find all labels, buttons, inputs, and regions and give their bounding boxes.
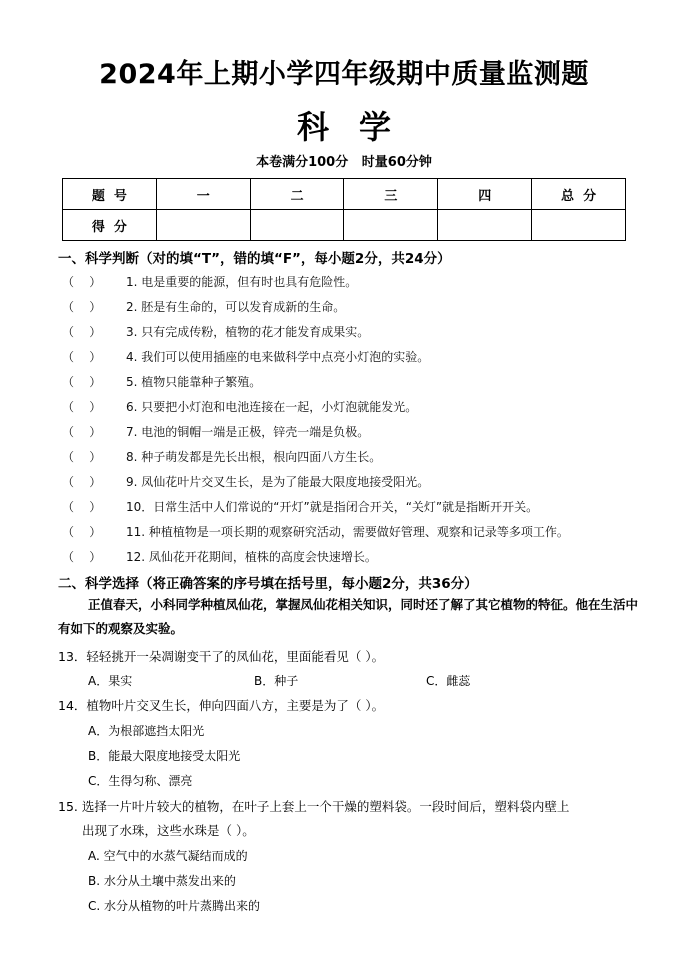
- judge-text: 2. 胚是有生命的，可以发育成新的生命。: [126, 300, 346, 314]
- judge-item: [62, 473, 429, 490]
- score-cell-3: 三: [344, 179, 438, 210]
- answer-blank[interactable]: （ ）: [62, 325, 102, 339]
- judge-text: 5. 植物只能靠种子繁殖。: [126, 375, 262, 389]
- exam-title: 2024年上期小学四年级期中质量监测题: [99, 59, 589, 90]
- answer-blank[interactable]: （ ）: [62, 550, 102, 564]
- judge-text: 7. 电池的铜帽一端是正极，锌壳一端是负极。: [126, 425, 370, 439]
- q15-option-b[interactable]: B. 水分从土壤中蒸发出来的: [88, 874, 236, 888]
- score-cell-label: 题 号: [63, 179, 157, 210]
- question-13-stem: 13．轻轻挑开一朵凋谢变干了的凤仙花，里面能看见（ ）。: [58, 649, 385, 664]
- question-15-stem-line1: 15. 选择一片叶片较大的植物，在叶子上套上一个干燥的塑料袋。一段时间后，塑料袋内壁上: [58, 799, 570, 814]
- judge-text: 11. 种植植物是一项长期的观察研究活动，需要做好管理、观察和记录等多项工作。: [126, 525, 569, 539]
- judge-item: [62, 423, 369, 440]
- judge-item: [62, 548, 377, 565]
- judge-text: 6. 只要把小灯泡和电池连接在一起，小灯泡就能发光。: [126, 400, 418, 414]
- q15-option-a[interactable]: A. 空气中的水蒸气凝结而成的: [88, 849, 248, 863]
- score-input-total[interactable]: [532, 210, 626, 241]
- judge-text: 12. 凤仙花开花期间，植株的高度会快速增长。: [126, 550, 377, 564]
- q14-option-c[interactable]: C．生得匀称、漂亮: [88, 774, 193, 788]
- judge-text: 3. 只有完成传粉，植物的花才能发育成果实。: [126, 325, 370, 339]
- q14-option-b[interactable]: B．能最大限度地接受太阳光: [88, 749, 241, 763]
- judge-item: [62, 298, 345, 315]
- subject-title: 科学: [296, 108, 421, 146]
- answer-blank[interactable]: （ ）: [62, 475, 102, 489]
- judge-item: [62, 448, 381, 465]
- question-14-stem: 14．植物叶片交叉生长，伸向四面八方，主要是为了（ ）。: [58, 698, 385, 713]
- q15-option-c[interactable]: C. 水分从植物的叶片蒸腾出来的: [88, 899, 261, 913]
- question-15-stem-line2: 出现了水珠，这些水珠是（ ）。: [82, 823, 255, 838]
- section2-intro: 正值春天，小科同学种植凤仙花，掌握凤仙花相关知识，同时还了解了其它植物的特征。他在生活中有如下的观察及实验。: [58, 597, 639, 636]
- section2-heading: [58, 572, 478, 592]
- score-table: [62, 178, 626, 241]
- q13-option-a[interactable]: A．果实: [88, 674, 133, 688]
- answer-blank[interactable]: （ ）: [62, 425, 102, 439]
- judge-item: [62, 373, 261, 390]
- score-input-2[interactable]: [250, 210, 344, 241]
- judge-text: 1. 电是重要的能源，但有时也具有危险性。: [126, 275, 358, 289]
- judge-text: 9. 凤仙花叶片交叉生长，是为了能最大限度地接受阳光。: [126, 475, 430, 489]
- section1-title: 一、科学判断（对的填“T”，错的填“F”，每小题2分，共24分）: [58, 251, 451, 267]
- judge-text: 8. 种子萌发都是先长出根，根向四面八方生长。: [126, 450, 382, 464]
- judge-item: [62, 323, 369, 340]
- score-header-row: [63, 179, 626, 210]
- section2-title: 二、科学选择（将正确答案的序号填在括号里，每小题2分，共36分）: [58, 576, 478, 592]
- score-row-label: 得 分: [63, 210, 157, 241]
- answer-blank[interactable]: （ ）: [62, 375, 102, 389]
- score-value-row: [63, 210, 626, 241]
- judge-text: 4. 我们可以使用插座的电来做科学中点亮小灯泡的实验。: [126, 350, 430, 364]
- score-input-1[interactable]: [156, 210, 250, 241]
- score-cell-total: 总 分: [532, 179, 626, 210]
- answer-blank[interactable]: （ ）: [62, 400, 102, 414]
- answer-blank[interactable]: （ ）: [62, 300, 102, 314]
- q13-option-b[interactable]: B．种子: [254, 674, 299, 688]
- score-input-4[interactable]: [438, 210, 532, 241]
- judge-item: [62, 398, 417, 415]
- answer-blank[interactable]: （ ）: [62, 275, 102, 289]
- score-cell-1: 一: [156, 179, 250, 210]
- score-input-3[interactable]: [344, 210, 438, 241]
- answer-blank[interactable]: （ ）: [62, 450, 102, 464]
- judge-text: 10．日常生活中人们常说的“开灯”就是指闭合开关，“关灯”就是指断开开关。: [126, 500, 539, 514]
- score-cell-4: 四: [438, 179, 532, 210]
- score-cell-2: 二: [250, 179, 344, 210]
- exam-meta: 本卷满分100分 时量60分钟: [256, 155, 432, 170]
- q14-option-a[interactable]: A．为根部遮挡太阳光: [88, 724, 205, 738]
- judge-item: [62, 498, 538, 515]
- q13-option-c[interactable]: C．雌蕊: [426, 674, 471, 688]
- judge-item: [62, 523, 569, 540]
- judge-item: [62, 348, 429, 365]
- answer-blank[interactable]: （ ）: [62, 350, 102, 364]
- answer-blank[interactable]: （ ）: [62, 525, 102, 539]
- answer-blank[interactable]: （ ）: [62, 500, 102, 514]
- section1-heading: [58, 247, 451, 267]
- judge-item: [62, 273, 357, 290]
